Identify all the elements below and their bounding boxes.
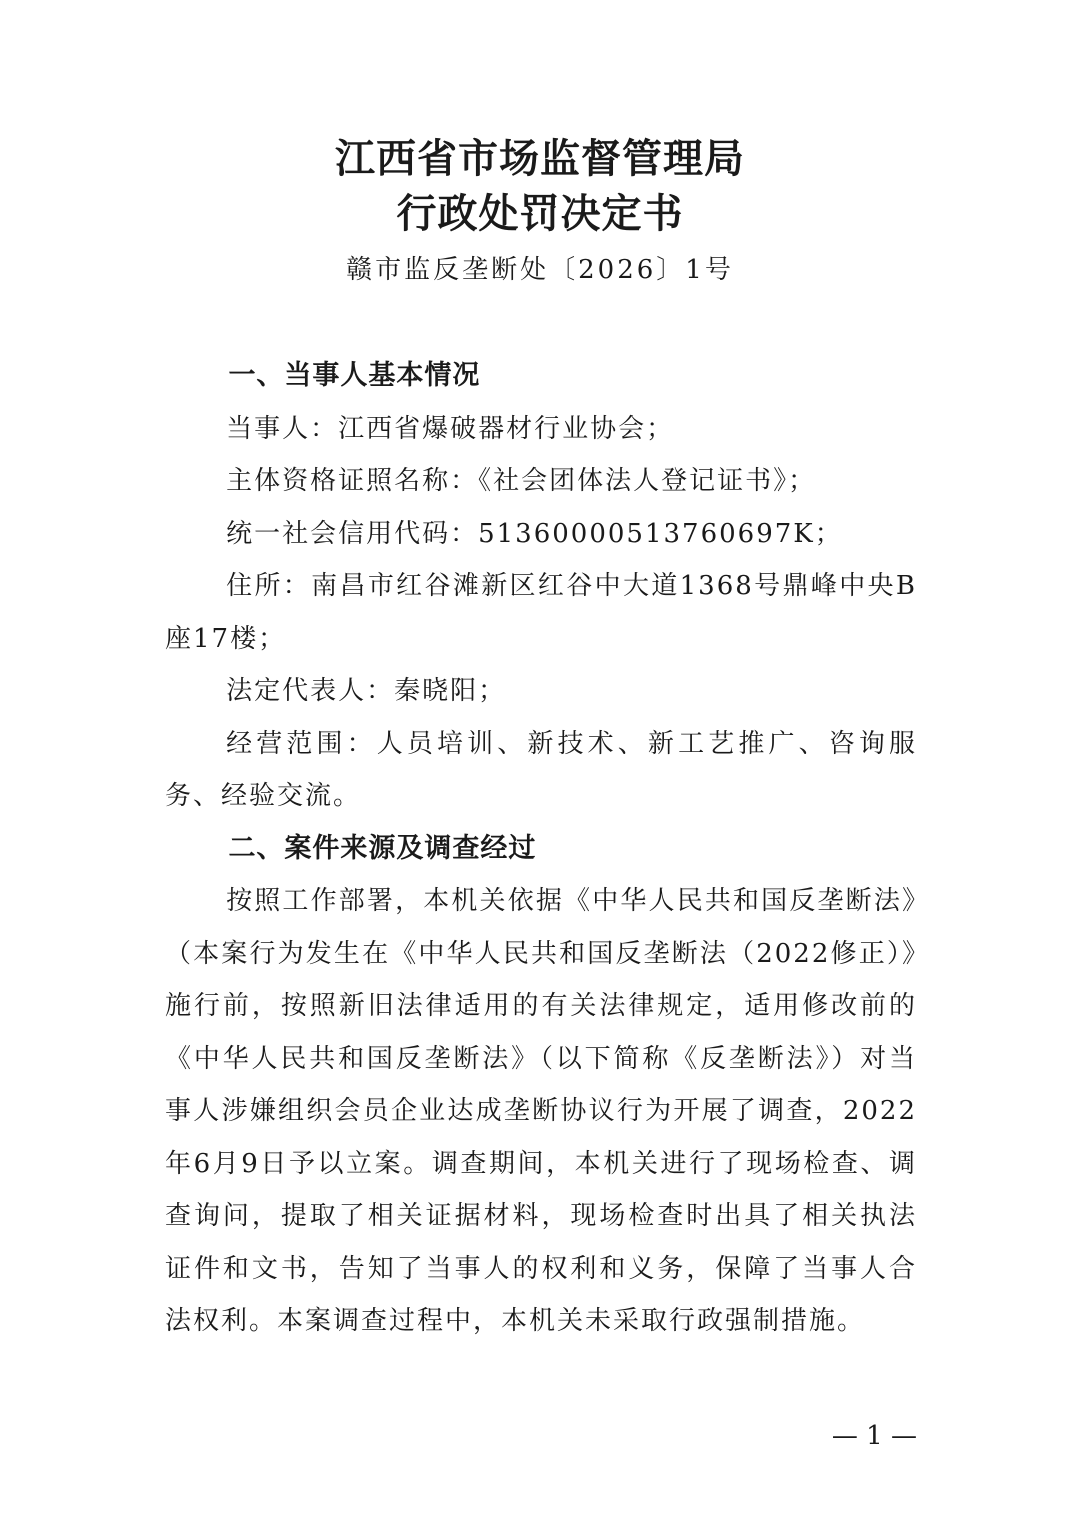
document-body <box>165 350 917 1348</box>
license-name: 主体资格证照名称：《社会团体法人登记证书》； <box>226 466 817 496</box>
document-title-line2: 行政处罚决定书 <box>396 190 684 237</box>
business-scope: 经营范围：人员培训、新技术、新工艺推广、咨询服务、经验交流。 <box>165 728 917 811</box>
address: 住所：南昌市红谷滩新区红谷中大道1368号鼎峰中央B座17楼； <box>165 571 917 654</box>
page-number: — 1 — <box>831 1421 917 1451</box>
party-name: 当事人：江西省爆破器材行业协会； <box>226 413 675 444</box>
legal-representative: 法定代表人：秦晓阳； <box>226 676 507 706</box>
credit-code: 统一社会信用代码：51360000513760697K； <box>226 518 843 549</box>
document-title-line1: 江西省市场监督管理局 <box>335 135 745 182</box>
case-source-paragraph: 按照工作部署，本机关依据《中华人民共和国反垄断法》（本案行为发生在《中华人民共和国反垄断法（2022修正）》施行前，按照新旧法律适用的有关法律规定，适用修改前的《中华人民共和国反垄断法》（以下简称《反垄断法》）对当事人涉嫌组织会员企业达成垄断协议行为开展了调查，2022年6月9日予以立案。调查期间，本机关进行了现场检查、调查询问，提取了相关证据材料，现场检查时出具了相关执法证件和文书，告知了当事人的权利和义务，保障了当事人合法权利。本案调查过程中，本机关未采取行政强制措施。 <box>165 886 917 1336</box>
section2-heading: 二、案件来源及调查经过 <box>228 832 537 864</box>
section1-heading: 一、当事人基本情况 <box>228 360 481 391</box>
document-number: 赣市监反垄断处〔2026〕1号 <box>346 255 734 285</box>
